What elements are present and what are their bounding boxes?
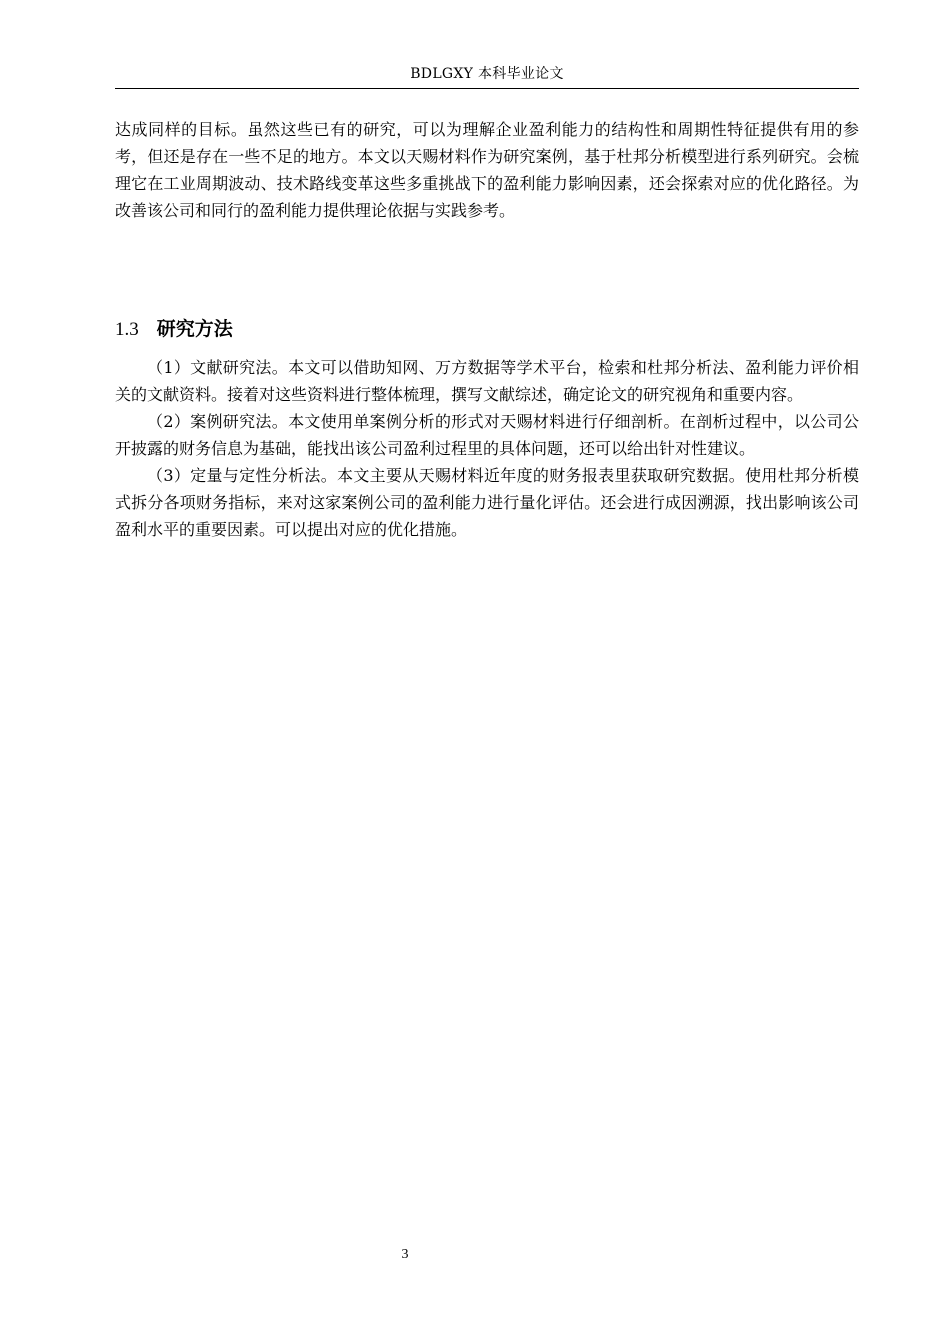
continuation-paragraph [115, 116, 859, 224]
methods-list [115, 354, 859, 543]
paragraph-text: 达成同样的目标。虽然这些已有的研究，可以为理解企业盈利能力的结构性和周期性特征提供有用的参考，但还是存在一些不足的地方。本文以天赐材料作为研究案例，基于杜邦分析模型进行系列研究。会梳理它在工业周期波动、技术路线变革这些多重挑战下的盈利能力影响因素，还会探索对应的优化路径。为改善该公司和同行的盈利能力提供理论依据与实践参考。 [115, 120, 859, 220]
method-paragraph-case-study: （2）案例研究法。本文使用单案例分析的形式对天赐材料进行仔细剖析。在剖析过程中，以公司公开披露的财务信息为基础，能找出该公司盈利过程里的具体问题，还可以给出针对性建议。 [115, 412, 859, 458]
header-rule [115, 88, 859, 89]
method-paragraph-literature: （1）文献研究法。本文可以借助知网、万方数据等学术平台，检索和杜邦分析法、盈利能力评价相关的文献资料。接着对这些资料进行整体梳理，撰写文献综述，确定论文的研究视角和重要内容。 [115, 358, 859, 404]
running-header: BDLGXY 本科毕业论文 [410, 66, 564, 82]
section-number: 1.3 [115, 319, 139, 340]
section-title: 研究方法 [156, 318, 233, 340]
section-heading [115, 314, 233, 345]
page-number: 3 [401, 1247, 409, 1262]
method-paragraph-quantitative: （3）定量与定性分析法。本文主要从天赐材料近年度的财务报表里获取研究数据。使用杜邦分析模式拆分各项财务指标，来对这家案例公司的盈利能力进行量化评估。还会进行成因溯源，找出影响该公司盈利水平的重要因素。可以提出对应的优化措施。 [115, 466, 859, 539]
